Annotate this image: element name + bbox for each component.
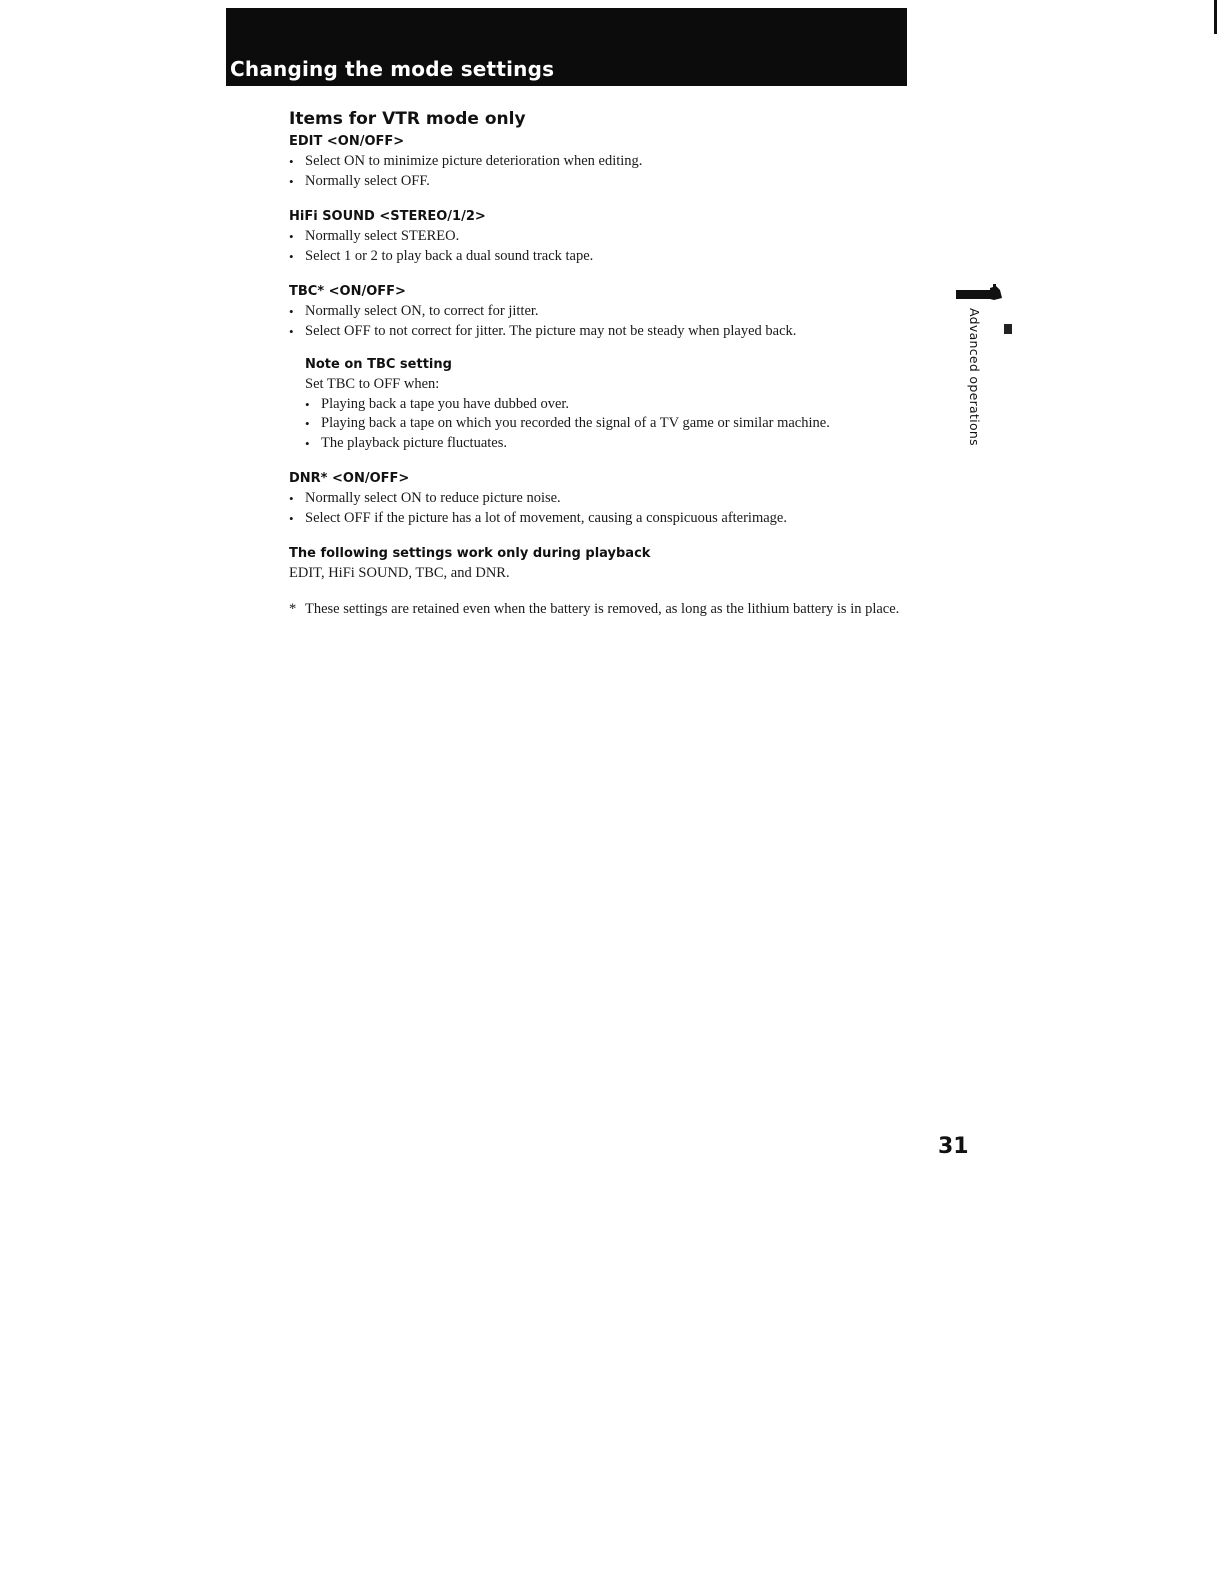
edit-section <box>289 132 909 191</box>
list-item: • Select OFF to not correct for jitter. The picture may not be steady when played back. <box>289 322 909 342</box>
list-item: • The playback picture fluctuates. <box>305 434 909 454</box>
side-tab-label: Advanced operations <box>967 308 982 446</box>
footnote-mark: * <box>289 600 297 617</box>
edge-mark <box>1214 0 1217 34</box>
section-heading: Items for VTR mode only <box>289 109 526 129</box>
page-number: 31 <box>938 1134 969 1159</box>
list-item: • Normally select OFF. <box>289 172 909 192</box>
list-item: • Select OFF if the picture has a lot of movement, causing a conspicuous afterimage. <box>289 509 909 529</box>
dnr-list <box>289 489 909 528</box>
main-content <box>289 108 909 619</box>
tbc-list <box>289 302 909 341</box>
decorative-mark <box>1004 324 1012 334</box>
note-title: Note on TBC setting <box>305 357 452 372</box>
note-intro: Set TBC to OFF when: <box>305 376 440 392</box>
list-item: • Normally select STEREO. <box>289 227 909 247</box>
edit-list <box>289 152 909 191</box>
list-item: • Select ON to minimize picture deterioration when editing. <box>289 152 909 172</box>
tbc-note <box>305 355 909 453</box>
hifi-sound-section <box>289 207 909 266</box>
page-title: Changing the mode settings <box>230 57 555 81</box>
edit-title: EDIT <ON/OFF> <box>289 134 405 149</box>
footnote <box>289 600 909 620</box>
tbc-title: TBC* <ON/OFF> <box>289 284 406 299</box>
list-item: • Playing back a tape you have dubbed over. <box>305 395 909 415</box>
playback-text: EDIT, HiFi SOUND, TBC, and DNR. <box>289 565 510 581</box>
list-item: • Select 1 or 2 to play back a dual sound track tape. <box>289 247 909 267</box>
list-item: • Playing back a tape on which you recorded the signal of a TV game or similar machine. <box>305 414 909 434</box>
note-list <box>305 395 909 454</box>
tape-hand-icon <box>956 284 1004 302</box>
list-item: • Normally select ON, to correct for jitter. <box>289 302 909 322</box>
footnote-text: These settings are retained even when the battery is removed, as long as the lithium battery is in place. <box>305 600 900 617</box>
dnr-section <box>289 469 909 528</box>
tbc-section <box>289 282 909 341</box>
header-bar <box>226 8 907 86</box>
dnr-title: DNR* <ON/OFF> <box>289 471 410 486</box>
list-item: • Normally select ON to reduce picture noise. <box>289 489 909 509</box>
hifi-sound-title: HiFi SOUND <STEREO/1/2> <box>289 209 486 224</box>
hifi-sound-list <box>289 227 909 266</box>
playback-section <box>289 544 909 584</box>
playback-title: The following settings work only during playback <box>289 546 651 561</box>
